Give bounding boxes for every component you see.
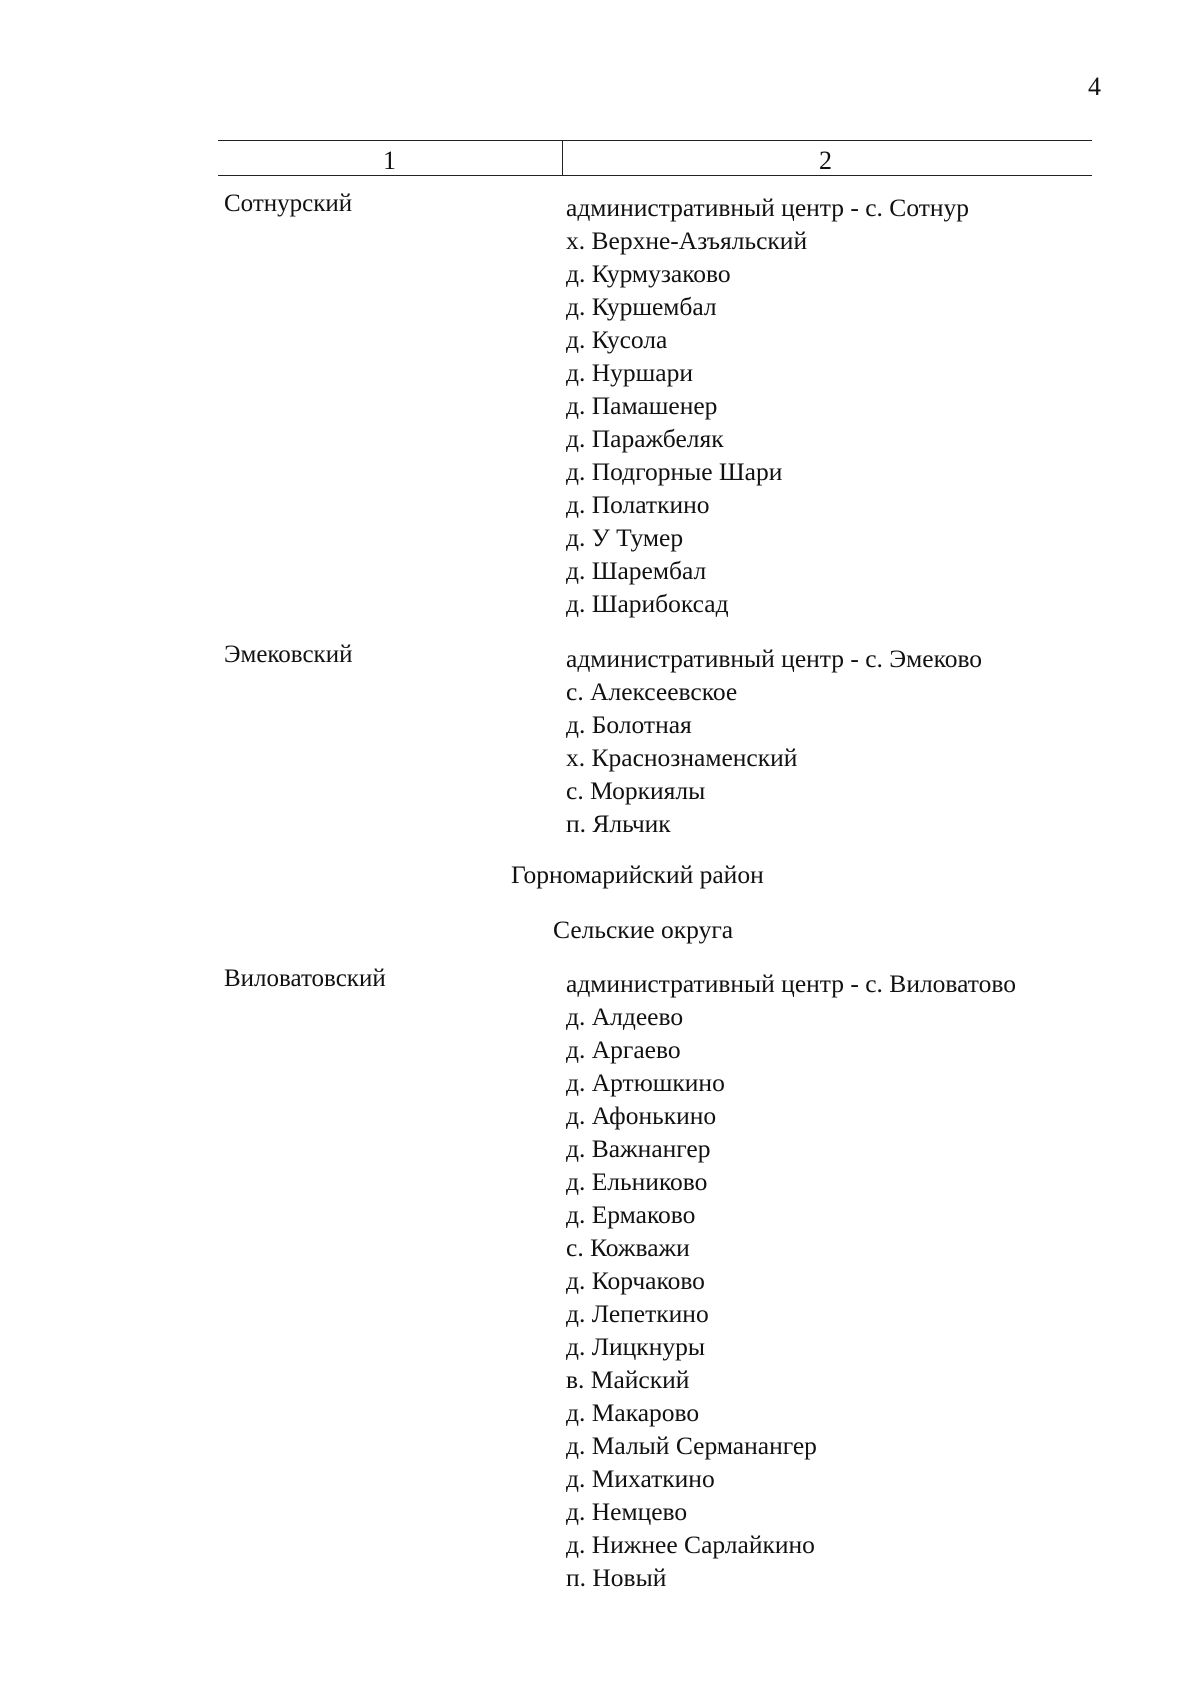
locality-list (566, 191, 969, 620)
locality-item: административный центр - с. Эмеково (566, 644, 983, 673)
locality-item: д. Михаткино (566, 1464, 715, 1493)
rural-district-name: Сотнурский (224, 190, 353, 217)
locality-list (566, 642, 982, 840)
locality-item: д. Куршембал (566, 292, 717, 321)
locality-item: д. Аргаево (566, 1035, 681, 1064)
locality-item: д. Макарово (566, 1398, 700, 1427)
locality-item: д. Шарибоксад (566, 589, 729, 618)
locality-item: д. Ельниково (566, 1167, 708, 1196)
locality-item: д. Лепеткино (566, 1299, 709, 1328)
rural-districts-subheading: Сельские округа (553, 915, 734, 944)
locality-item: д. Полаткино (566, 490, 710, 519)
locality-item: п. Новый (566, 1563, 667, 1592)
locality-item: д. Паражбеляк (566, 424, 724, 453)
locality-item: с. Кожважи (566, 1233, 690, 1262)
locality-item: д. Памашенер (566, 391, 718, 420)
locality-item: с. Моркиялы (566, 776, 706, 805)
locality-item: д. Болотная (566, 710, 692, 739)
locality-item: д. Кусола (566, 325, 668, 354)
locality-item: д. Ермаково (566, 1200, 696, 1229)
locality-item: в. Майский (566, 1365, 690, 1394)
locality-item: п. Яльчик (566, 809, 671, 838)
locality-item: х. Краснознаменский (566, 743, 798, 772)
locality-list (566, 967, 1016, 1594)
locality-item: д. Важнангер (566, 1134, 711, 1163)
locality-item: д. Подгорные Шари (566, 457, 783, 486)
table-top-rule (218, 140, 1092, 141)
rural-district-name: Эмековский (224, 641, 353, 668)
rural-district-name: Виловатовский (224, 965, 386, 992)
locality-item: д. Немцево (566, 1497, 688, 1526)
column-header-2: 2 (819, 146, 832, 175)
locality-item: д. Малый Серманангер (566, 1431, 817, 1460)
locality-item: д. У Тумер (566, 523, 684, 552)
table-header-rule (218, 175, 1092, 176)
column-header-1: 1 (383, 146, 396, 175)
locality-item: х. Верхне-Азъяльский (566, 226, 808, 255)
locality-item: с. Алексеевское (566, 677, 738, 706)
locality-item: д. Артюшкино (566, 1068, 725, 1097)
locality-item: д. Корчаково (566, 1266, 705, 1295)
district-heading: Горномарийский район (511, 860, 764, 889)
page-number: 4 (1088, 72, 1101, 101)
locality-item: административный центр - с. Сотнур (566, 193, 970, 222)
locality-item: административный центр - с. Виловатово (566, 969, 1016, 998)
locality-item: д. Афонькино (566, 1101, 717, 1130)
locality-item: д. Курмузаково (566, 259, 731, 288)
locality-item: д. Нижнее Сарлайкино (566, 1530, 815, 1559)
locality-item: д. Шарембал (566, 556, 707, 585)
column-divider (562, 140, 563, 175)
locality-item: д. Алдеево (566, 1002, 684, 1031)
locality-item: д. Нуршари (566, 358, 693, 387)
locality-item: д. Лицкнуры (566, 1332, 705, 1361)
